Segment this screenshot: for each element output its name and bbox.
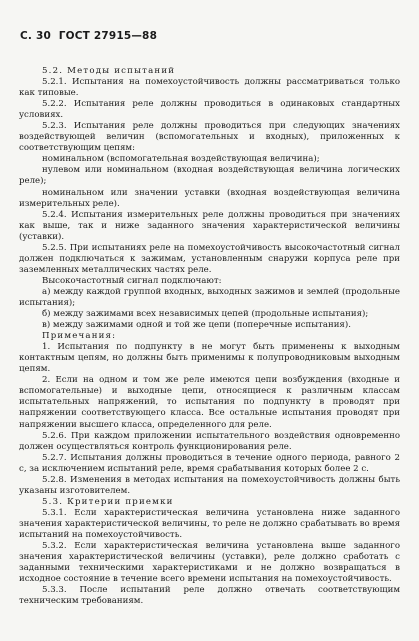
paragraph-5-2-5: 5.2.5. При испытаниях реле на помехоустойчивость высокочастотный сигнал должен подключаться к зажимам, установленным снаружи корпуса реле при заземленных металлических частях реле. [19, 242, 400, 275]
paragraph-5-2-7: 5.2.7. Испытания должны проводиться в течение одного периода, равного 2 с, за исключением испытаний реле, время срабатывания которых более 2 с. [19, 452, 400, 474]
paragraph-5-2-8: 5.2.8. Изменения в методах испытания на помехоустойчивость должны быть указаны изготовителем. [19, 474, 400, 496]
note-2: 2. Если на одном и том же реле имеются цепи возбуждения (входные и вспомогательные) и выходные цепи, относящиеся к различным классам испытательных напряжений, то испытания по подпункту в проводят при напряжении соответствующего класса. Все остальные испытания проводят при напряжении высшего класса, определенного для реле. [19, 375, 400, 430]
paragraph-5-2-4: 5.2.4. Испытания измерительных реле должны проводиться при значениях как выше, так и ниже заданного значения характеристической величины (уставки). [19, 209, 400, 242]
standard-designation: ГОСТ 27915—88 [58, 30, 158, 42]
list-item-zero-or-nominal: нулевом или номинальном (входная воздействующая величина логических реле); [19, 165, 400, 187]
page-header [20, 30, 157, 42]
section-5-3-title: 5.3. Критерии приемки [42, 496, 174, 507]
list-item-c: в) между зажимами одной и той же цепи (поперечные испытания). [42, 320, 351, 331]
list-item-nominal-or-setting: номинальном или значении уставки (входная воздействующая величина измерительных реле). [19, 187, 400, 209]
list-item-b: б) между зажимами всех независимых цепей (продольные испытания); [42, 309, 369, 320]
paragraph-5-2-3: 5.2.3. Испытания реле должны проводиться при следующих значениях воздействующей величин (вспомогательных и входных), приложенных к соответствующим цепям: [19, 121, 400, 154]
document-body [19, 66, 400, 607]
paragraph-5-2-1: 5.2.1. Испытания на помехоустойчивость должны рассматриваться только как типовые. [19, 77, 400, 99]
notes-title: Примечания: [42, 331, 117, 342]
list-item-nominal-aux: номинальном (вспомогательная воздействующая величина); [42, 154, 320, 165]
page-number: С. 30 [20, 30, 51, 42]
paragraph-5-3-3: 5.3.3. После испытаний реле должно отвечать соответствующим техническим требованиям. [19, 585, 400, 607]
paragraph-5-3-2: 5.3.2. Если характеристическая величина установлена выше заданного значения характеристической величины (уставки), реле должно сработать с заданными техническими характеристиками и не должно возвращаться в исходное состояние в течение всего времени испытания на помехоустойчивость. [19, 541, 400, 585]
list-item-a: а) между каждой группой входных, выходных зажимов и землей (продольные испытания); [19, 286, 400, 308]
paragraph-hf-signal: Высокочастотный сигнал подключают: [42, 275, 222, 286]
section-5-2-title: 5.2. Методы испытаний [42, 66, 176, 76]
paragraph-5-3-1: 5.3.1. Если характеристическая величина установлена ниже заданного значения характеристической величины, то реле не должно срабатывать во время испытаний на помехоустойчивость. [19, 507, 400, 540]
note-1: 1. Испытания по подпункту в не могут быть применены к выходным контактным цепям, но должны быть применимы к полупроводниковым выходным цепям. [19, 342, 400, 375]
paragraph-5-2-6: 5.2.6. При каждом приложении испытательного воздействия одновременно должен осуществляться контроль функционирования реле. [19, 430, 400, 452]
paragraph-5-2-2: 5.2.2. Испытания реле должны проводиться в одинаковых стандартных условиях. [19, 99, 400, 121]
